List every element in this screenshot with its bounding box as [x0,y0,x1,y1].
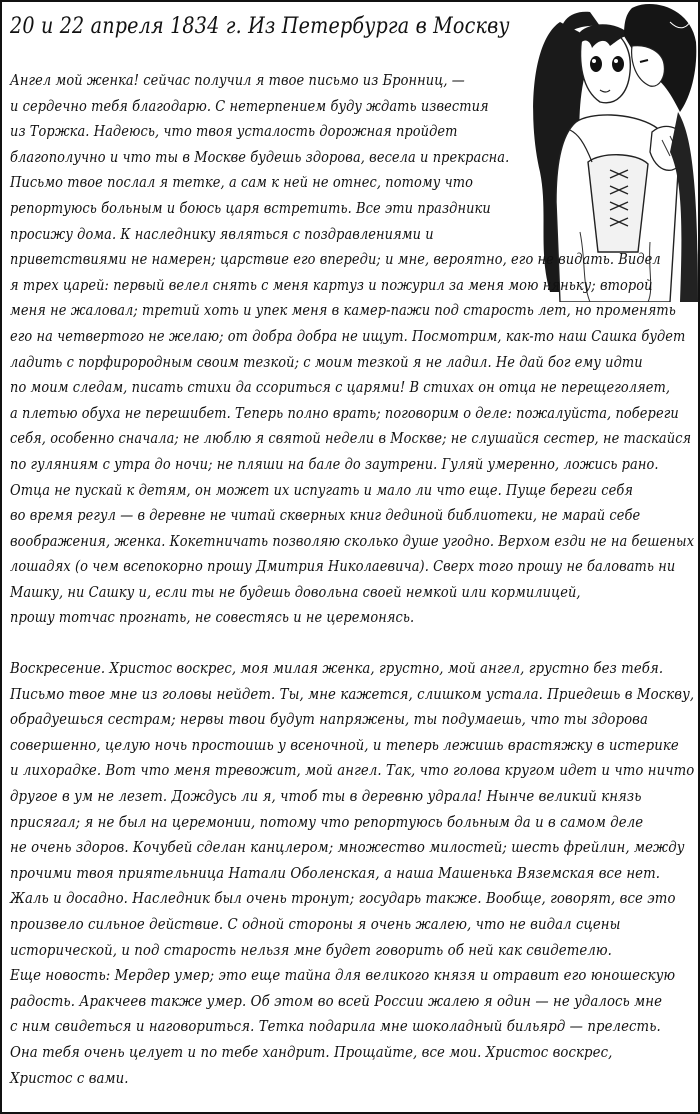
text-line: Ангел мой женка! сейчас получил я твое письмо из Бронниц, — [10,72,465,89]
text-line: из Торжка. Надеюсь, что твоя усталость дорожная пройдет [10,123,458,141]
text-line: Письмо твое мне из головы нейдет. Ты, мне кажется, слишком устала. Приедешь в Москву, [10,685,695,703]
text-line: другое в ум не лезет. Дождусь ли я, чтоб ты в деревню удрала! Нынче великий князь [10,787,642,805]
text-line: по моим следам, писать стихи да ссориться с царями! В стихах он отца не перещеголяет, [10,379,671,397]
text-line: и сердечно тебя благодарю. С нетерпением буду ждать известия [10,97,489,115]
text-line: Христос с вами. [10,1069,129,1087]
text-line: Жаль и досадно. Наследник был очень тронут; государь также. Вообще, говорят, все это [10,890,676,908]
text-line: лошадях (о чем всепокорно прошу Дмитрия Николаевича). Сверх того прошу не баловать ни [10,558,676,576]
text-line: во время регул — в деревне не читай скверных книг дединой библиотеки, не марай себе [10,507,641,525]
text-line: и лихорадке. Вот что меня тревожит, мой ангел. Так, что голова кругом идет и что ничто [10,762,695,780]
text-line: с ним свидеться и наговориться. Тетка подарила мне шоколадный бильярд — прелесть. [10,1018,661,1036]
paragraph-second-letter [10,656,700,1091]
text-line: произвело сильное действие. С одной стороны я очень жалею, что не видал сцены [10,915,621,933]
text-line: Еще новость: Мердер умер; это еще тайна для великого князя и отравит его юношескую [10,967,676,985]
letter-heading: 20 и 22 апреля 1834 г. Из Петербурга в Москву [10,14,510,39]
text-line: я трех царей: первый велел снять с меня картуз и пожурил за меня мою няньку; второй [10,276,653,294]
text-line: его на четвертого не желаю; от добра добра не ищут. Посмотрим, как-то наш Сашка будет [10,327,686,345]
text-line: репортуюсь больным и боюсь царя встретить. Все эти праздники [10,199,491,217]
text-line: прочими твоя приятельница Натали Оболенская, а наша Машенька Вяземская все нет. [10,864,661,882]
text-line: приветствиями не намерен; царствие его впереди; и мне, вероятно, его не видать. Видел [10,251,661,269]
text-line: воображения, женка. Кокетничать позволяю сколько душе угодно. Верхом езди не на бешеных [10,532,695,550]
paragraph-first-letter [10,68,700,631]
text-line: Отца не пускай к детям, он может их испугать и мало ли что еще. Пуще береги себя [10,481,634,499]
text-line: прошу тотчас прогнать, не совестясь и не церемонясь. [10,609,415,627]
text-line: совершенно, целую ночь простоишь у всеночной, и теперь лежишь врастяжку в истерике [10,736,679,754]
text-line: исторической, и под старость нельзя мне будет говорить об ней как свидетелю. [10,941,612,959]
text-line: обрадуешься сестрам; нервы твои будут напряжены, ты подумаешь, что ты здорова [10,711,648,729]
text-line: не очень здоров. Кочубей сделан канцлером; множество милостей; шесть фрейлин, между [10,839,685,857]
text-line: благополучно и что ты в Москве будешь здорова, весела и прекрасна. [10,148,510,166]
text-line: Письмо твое послал я тетке, а сам к ней не отнес, потому что [10,174,473,192]
text-line: Она тебя очень целует и по тебе хандрит. Прощайте, все мои. Христос воскрес, [10,1043,613,1061]
text-line: радость. Аракчеев также умер. Об этом во всей России жалею я один — не удалось мне [10,992,663,1010]
text-line: ладить с порфирородным своим тезкой; с моим тезкой я не ладил. Не дай бог ему идти [10,353,643,371]
text-line: себя, особенно сначала; не люблю я святой недели в Москве; не слушайся сестер, не таскайся [10,430,692,448]
text-line: Воскресение. Христос воскрес, моя милая женка, грустно, мой ангел, грустно без тебя. [10,660,664,677]
text-line: просижу дома. К наследнику являться с поздравлениями и [10,225,434,243]
text-line: по гуляниям с утра до ночи; не пляши на бале до заутрени. Гуляй умеренно, ложись рано. [10,455,659,473]
text-line: а плетью обуха не перешибет. Теперь полно врать; поговорим о деле: пожалуйста, побереги [10,404,679,422]
text-line: присягал; я не был на церемонии, потому что репортуюсь больным да и в самом деле [10,813,644,831]
text-line: меня не жаловал; третий хоть и упек меня в камер-пажи под старость лет, но променять [10,302,676,320]
text-line: Машку, ни Сашку и, если ты не будешь довольна своей немкой или кормилицей, [10,583,581,601]
